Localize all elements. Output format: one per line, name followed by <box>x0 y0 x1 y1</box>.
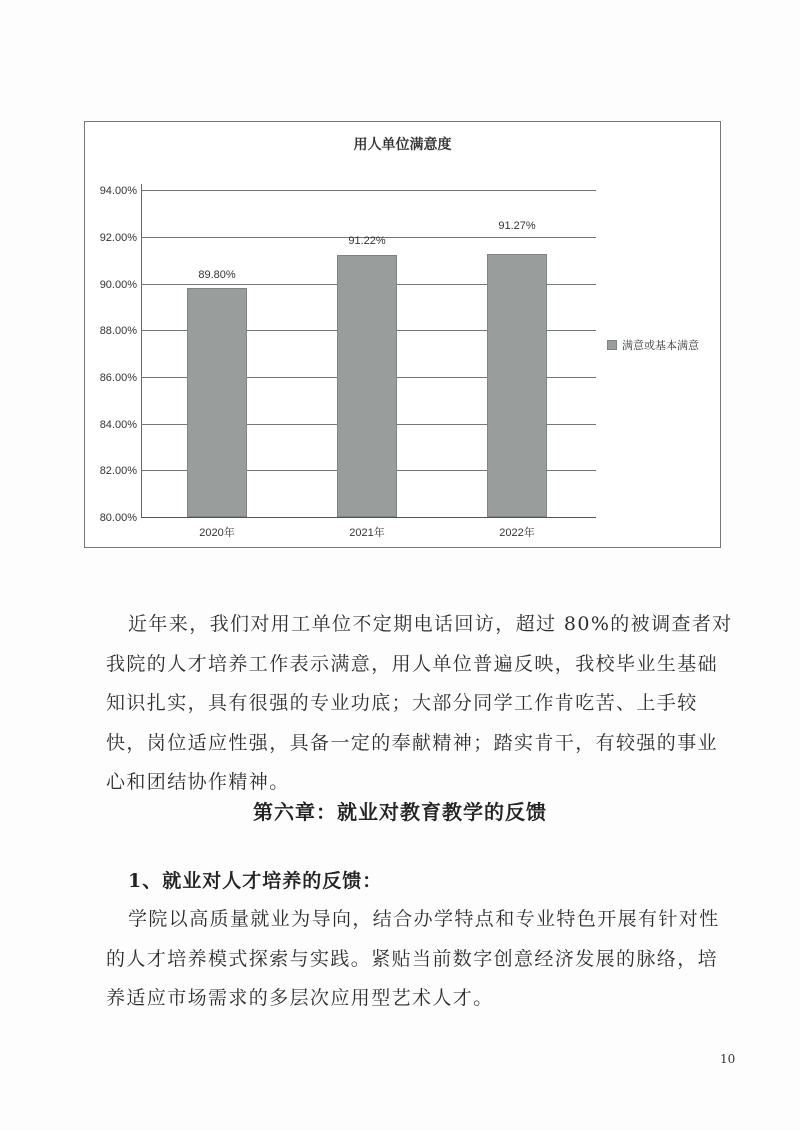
y-tick-label: 82.00% <box>99 465 137 477</box>
y-tick-label: 92.00% <box>99 232 137 244</box>
y-tick-label: 94.00% <box>99 185 137 197</box>
satisfaction-chart <box>84 121 721 548</box>
paragraph-talent-training <box>106 900 738 1019</box>
chapter-heading: 第六章：就业对教育教学的反馈 <box>253 800 547 824</box>
bar-value-label: 91.27% <box>498 220 536 232</box>
paragraph-text: 学院以高质量就业为导向，结合办学特点和专业特色开展有针对性的人才培养模式探索与实践。紧贴当前数字创意经济发展的脉络，培养适应市场需求的多层次应用型艺术人才。 <box>106 908 720 1009</box>
y-axis-line <box>141 184 142 518</box>
x-tick-label: 2020年 <box>199 527 235 539</box>
y-tick-label: 80.00% <box>99 512 137 524</box>
page-number: 10 <box>720 1052 736 1066</box>
bar-2021 <box>337 255 397 517</box>
y-tick-label: 86.00% <box>99 372 137 384</box>
bar-value-label: 89.80% <box>198 269 236 281</box>
y-tick-label: 84.00% <box>99 419 137 431</box>
legend-swatch-icon <box>607 340 617 350</box>
x-axis-line <box>141 517 596 518</box>
y-tick-label: 88.00% <box>99 325 137 337</box>
bar-2020 <box>187 288 247 517</box>
chart-title: 用人单位满意度 <box>353 137 452 153</box>
x-tick-label: 2022年 <box>499 527 535 539</box>
paragraph-text: 近年来，我们对用工单位不定期电话回访，超过 80%的被调查者对我院的人才培养工作表示满意，用人单位普遍反映，我校毕业生基础知识扎实，具有很强的专业功底；大部分同学工作肯吃苦、上手较快，岗位适应性强，具备一定的奉献精神；踏实肯干，有较强的事业心和团结协作精神。 <box>106 613 733 793</box>
gridline <box>141 190 596 191</box>
section-heading: 1、就业对人才培养的反馈： <box>128 870 383 892</box>
paragraph-employer-feedback <box>106 605 738 803</box>
bar-value-label: 91.22% <box>348 235 386 247</box>
bar-2022 <box>487 254 547 517</box>
legend-label: 满意或基本满意 <box>622 339 699 352</box>
y-tick-label: 90.00% <box>99 279 137 291</box>
chart-legend <box>607 337 699 353</box>
x-tick-label: 2021年 <box>349 527 385 539</box>
